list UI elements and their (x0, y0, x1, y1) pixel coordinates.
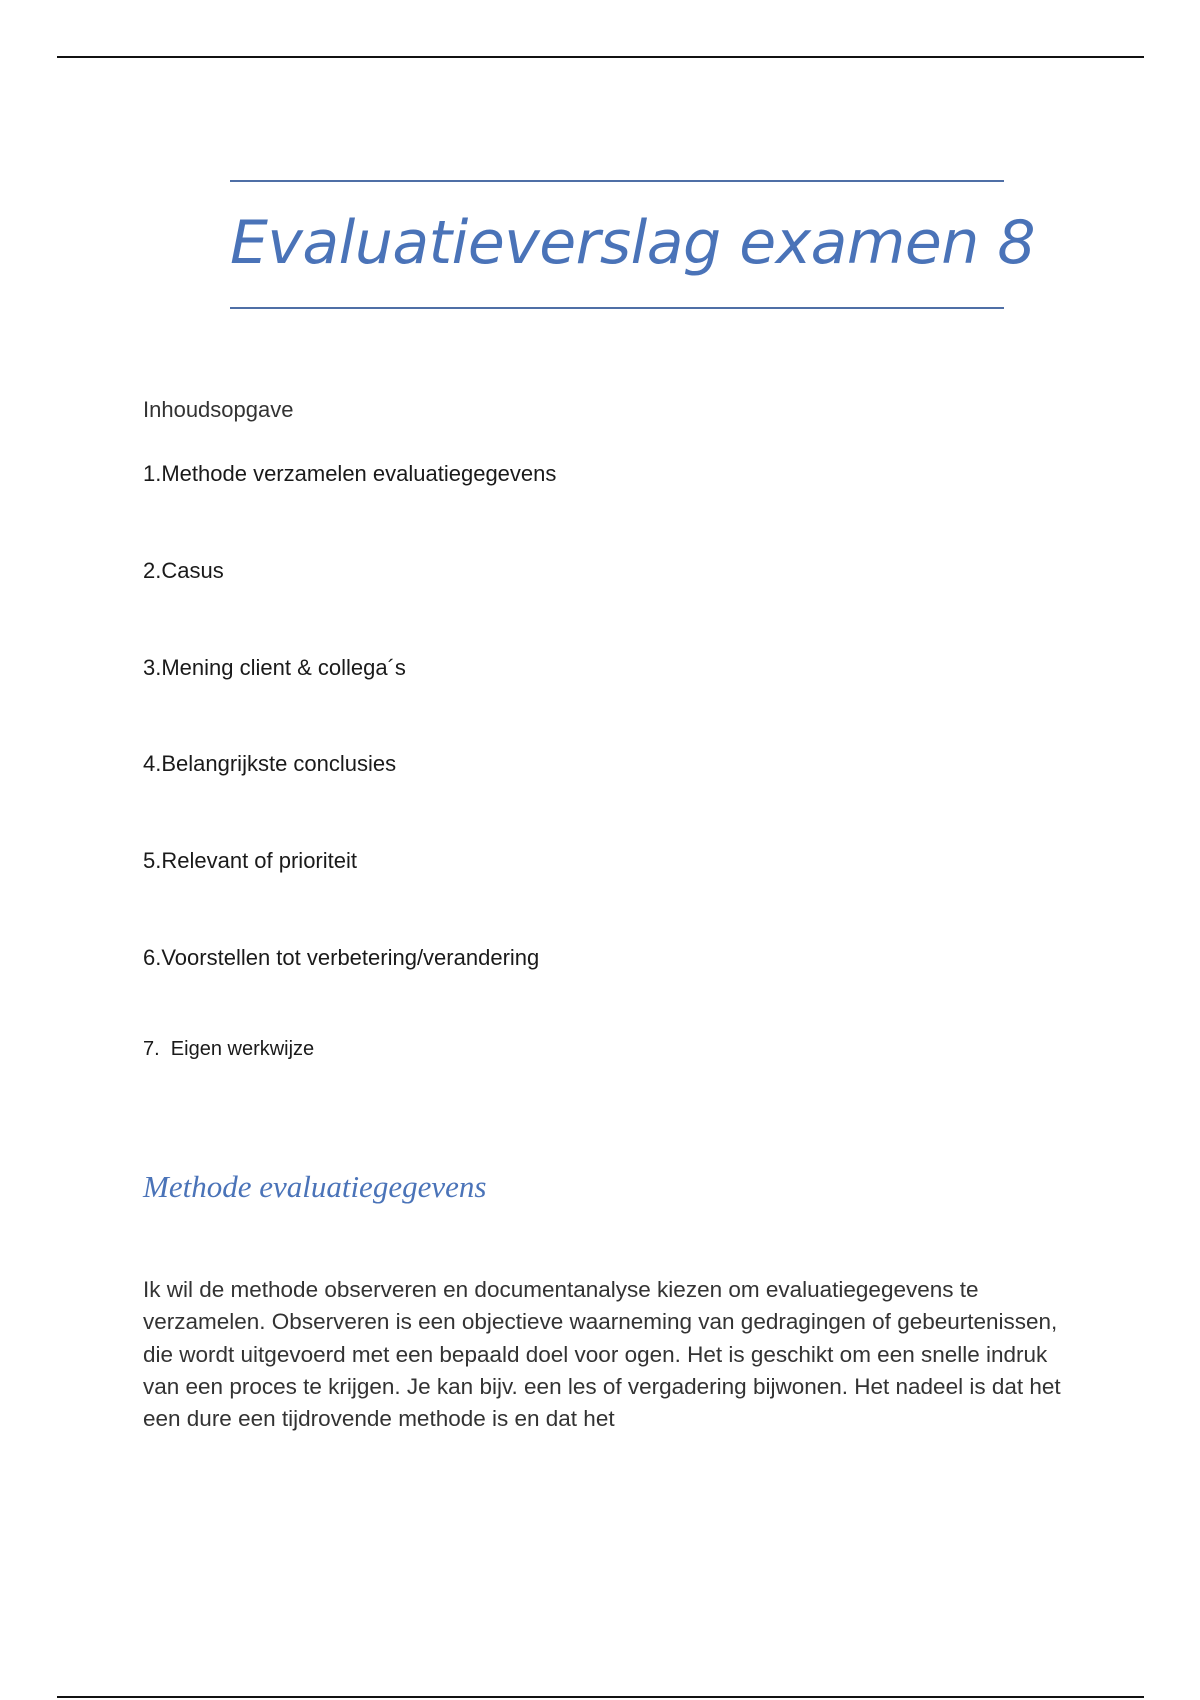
toc-item: 7. Eigen werkwijze (143, 1038, 315, 1060)
toc-heading: Inhoudsopgave (143, 397, 294, 422)
toc-item: 1.Methode verzamelen evaluatiegegevens (143, 461, 557, 486)
title-block (230, 180, 1036, 310)
page-bottom-rule (57, 1696, 1144, 1698)
body-paragraph: Ik wil de methode observeren en documentanalyse kiezen om evaluatiegegevens te verzamelen. Observeren is een objectieve waarneming van gedragingen of gebeurtenissen, die wordt uitgevoerd met een bepaald doel voor ogen. Het is geschikt om een snelle indruk van een proces te krijgen. Je kan bijv. een les of vergadering bijwonen. Het nadeel is dat het een dure een tijdrovende methode is en dat het (143, 1277, 1061, 1432)
toc-item: 6.Voorstellen tot verbetering/verandering (143, 945, 540, 970)
toc-item: 2.Casus (143, 558, 224, 583)
section-heading: Methode evaluatiegegevens (143, 1169, 487, 1204)
toc-item: 4.Belangrijkste conclusies (143, 751, 397, 776)
document-title: Evaluatieverslag examen 8 (230, 208, 1036, 278)
title-top-rule (230, 180, 1004, 182)
toc-item: 5.Relevant of prioriteit (143, 848, 357, 873)
toc-item: 3.Mening client & collega´s (143, 655, 406, 680)
title-bottom-rule (230, 307, 1004, 309)
page-top-rule (57, 56, 1144, 58)
